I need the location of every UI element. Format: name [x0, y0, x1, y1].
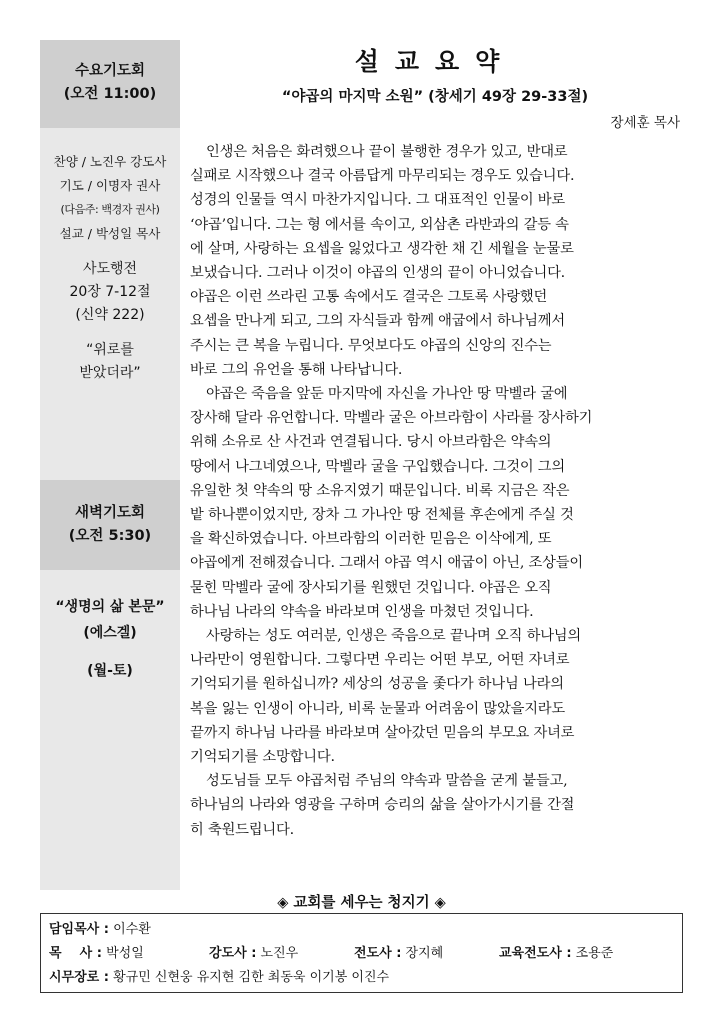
dawn-service-details: [40, 570, 180, 890]
staff-row-elders: [49, 966, 674, 990]
sermon-line: 에 살며, 사랑하는 요셉을 잃었다고 생각한 채 긴 세월을 눈물로: [190, 240, 574, 257]
sermon-line: 주시는 큰 복을 누립니다. 무엇보다도 야곱의 신앙의 진수는: [190, 337, 552, 354]
sermon-line: 장사해 달라 유언합니다. 막벨라 굴은 아브라함이 사라를 장사하기: [190, 410, 593, 427]
elders-label: 시무장로 :: [49, 970, 109, 985]
dawn-service-header: [40, 480, 180, 570]
evangelist-label: 전도사 :: [354, 946, 402, 961]
sidebar: [40, 40, 180, 890]
wednesday-service-title: 수요기도회: [74, 63, 146, 79]
sermon-line: 사랑하는 성도 여러분, 인생은 죽음으로 끝나며 오직 하나님의: [206, 628, 582, 645]
sermon-body: [190, 140, 680, 842]
prayer-leader: 기도 / 이명자 권사: [59, 178, 161, 193]
dawn-days: (월-토): [87, 663, 133, 679]
dawn-text-line2: (에스겔): [83, 625, 137, 641]
scripture-page: (신약 222): [75, 307, 145, 323]
sermon-line: 인생은 처음은 화려했으나 끝이 불행한 경우가 있고, 반대로: [206, 144, 568, 160]
sermon-line: 야곱은 이런 쓰라린 고통 속에서도 결국은 그토록 사랑했던: [190, 289, 548, 306]
sermon-line: 보냈습니다. 그러나 이것이 야곱의 인생의 끝이 아니었습니다.: [190, 265, 566, 282]
edu-evangelist-name: 조용준: [575, 946, 614, 961]
sermon-theme-line2: 받았더라”: [79, 365, 141, 381]
sermon-line: 하나님의 나라와 영광을 구하며 승리의 삶을 살아가시기를 간절: [190, 797, 575, 814]
scripture-book: 사도행전: [82, 261, 138, 277]
elders-names: 황규민 신현웅 유지현 김한 최동욱 이기봉 이진수: [113, 970, 390, 985]
pastor-name: 박성일: [106, 946, 144, 961]
dawn-service-time: (오전 5:30): [68, 528, 152, 544]
sermon-line: 기억되기를 소망합니다.: [190, 749, 335, 766]
senior-pastor-label: 담임목사 :: [49, 922, 109, 937]
praise-leader: 찬양 / 노진우 강도사: [53, 154, 167, 169]
pastor-label: 목 사 :: [49, 946, 102, 961]
sermon-line: 하나님 나라의 약속을 바라보며 인생을 마쳤던 것입니다.: [190, 603, 534, 620]
sermon-line: 밭 하나뿐이었지만, 장차 그 가나안 땅 전체를 후손에게 주실 것: [190, 507, 574, 524]
sermon-line: 요셉을 만나게 되고, 그의 자식들과 함께 애굽에서 하나님께서: [190, 313, 566, 330]
sermon-line: ‘야곱’입니다. 그는 형 에서를 속이고, 외삼촌 라반과의 갈등 속: [190, 216, 569, 233]
minister-name: 노진우: [260, 946, 299, 961]
sermon-line: 성도님들 모두 야곱처럼 주님의 약속과 말씀을 굳게 붙들고,: [206, 773, 568, 790]
sermon-subtitle: “야곱의 마지막 소원” (창세기 49장 29-33절): [281, 89, 589, 105]
staff-row-ministers: [49, 942, 674, 966]
sermon-line: 실패로 시작했으나 결국 아름답게 마무리되는 경우도 있습니다.: [190, 168, 575, 185]
staff-row-senior: [49, 918, 674, 942]
sermon-line: 바로 그의 유언을 통해 나타납니다.: [190, 361, 403, 378]
dawn-service-title: 새벽기도회: [74, 505, 146, 521]
sermon-summary: [190, 40, 680, 842]
sermon-theme-line1: “위로를: [86, 342, 134, 358]
next-week-prayer: (다음주: 백경자 권사): [60, 203, 160, 216]
sermon-line: 유일한 첫 약속의 땅 소유지였기 때문입니다. 비록 지금은 작은: [190, 482, 570, 499]
wednesday-service-time: (오전 11:00): [63, 86, 157, 102]
sermon-line: 끝까지 하나님 나라를 바라보며 살아갔던 믿음의 부모요 자녀로: [190, 724, 575, 741]
sermon-line: 야곱은 죽음을 앞둔 마지막에 자신을 가나안 땅 막벨라 굴에: [206, 386, 568, 403]
sermon-line: 을 확신하였습니다. 아브라함의 이러한 믿음은 이삭에게, 또: [190, 531, 552, 548]
sermon-line: 땅에서 나그네였으나, 막벨라 굴을 구입했습니다. 그것이 그의: [190, 458, 566, 475]
edu-evangelist-label: 교육전도사 :: [499, 946, 572, 961]
sermon-line: 히 축원드립니다.: [190, 821, 294, 838]
wednesday-service-header: [40, 40, 180, 128]
sermon-line: 묻힌 막벨라 굴에 장사되기를 원했던 것입니다. 야곱은 오직: [190, 579, 552, 596]
senior-pastor-name: 이수환: [113, 922, 151, 937]
scripture-chapter: 20장 7-12절: [69, 284, 151, 300]
sermon-line: 복을 잃는 인생이 아니라, 비록 눈물과 어려움이 많았을지라도: [190, 700, 566, 717]
sermon-line: 나라만이 영원합니다. 그렇다면 우리는 어떤 부모, 어떤 자녀로: [190, 652, 570, 669]
sermon-preacher-name: 장세훈 목사: [610, 115, 680, 131]
minister-label: 강도사 :: [209, 946, 257, 961]
church-slogan: ◈ 교회를 세우는 청지기 ◈: [277, 895, 446, 911]
sermon-line: 기억되기를 원하십니까? 세상의 성공을 좇다가 하나님 나라의: [190, 676, 564, 693]
sermon-preacher: 설교 / 박성일 목사: [59, 226, 161, 241]
sermon-line: 위해 소유로 산 사건과 연결됩니다. 당시 아브라함은 약속의: [190, 434, 552, 451]
wednesday-service-details: [40, 128, 180, 480]
dawn-text-line1: “생명의 삶 본문”: [55, 599, 165, 615]
evangelist-name: 장지혜: [405, 946, 444, 961]
sermon-line: 야곱에게 전해졌습니다. 그래서 야곱 역시 애굽이 아닌, 조상들이: [190, 555, 583, 572]
sermon-line: 성경의 인물들 역시 마찬가지입니다. 그 대표적인 인물이 바로: [190, 192, 566, 209]
staff-box: [40, 913, 683, 993]
sermon-summary-title: 설교요약: [354, 47, 516, 76]
